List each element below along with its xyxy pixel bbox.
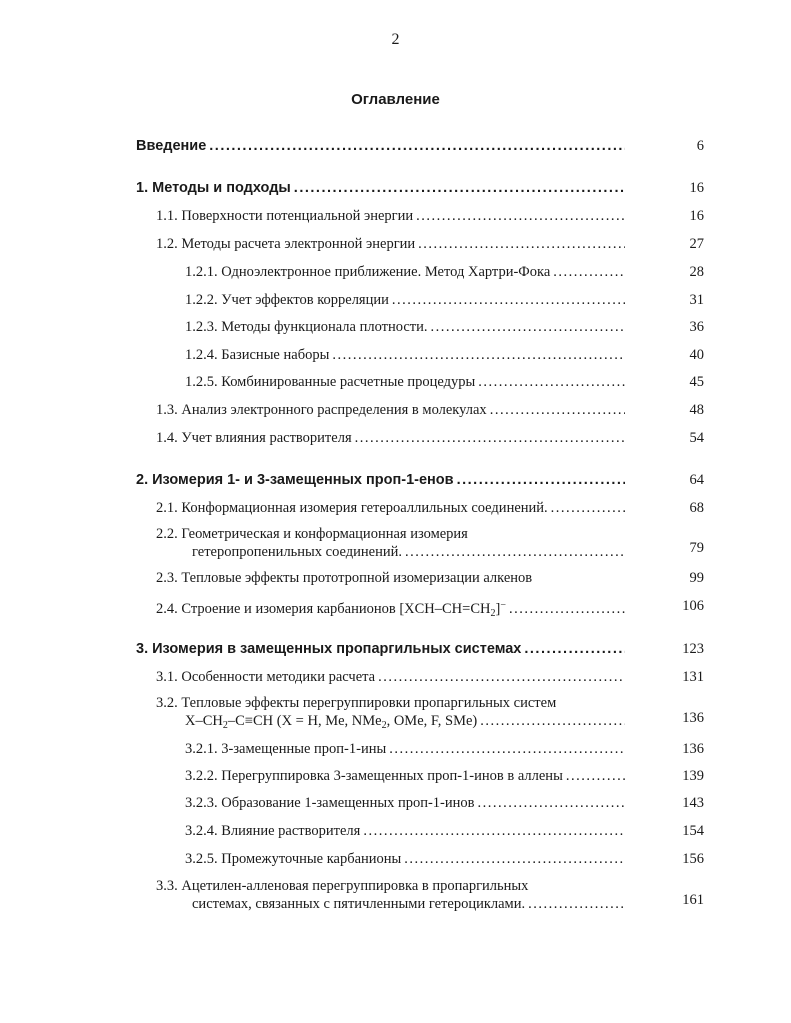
toc-leader xyxy=(524,640,625,658)
toc-page: 27 xyxy=(689,236,704,252)
toc-label-text: ] xyxy=(495,601,501,617)
toc-label: 3.2. Тепловые эффекты перегруппировки пропаргильных систем xyxy=(156,695,557,711)
toc-page: 154 xyxy=(682,823,704,839)
toc-page: 136 xyxy=(682,710,704,726)
toc-page: 161 xyxy=(682,892,704,908)
toc-leader xyxy=(528,895,625,913)
toc-leader xyxy=(392,291,625,309)
toc-page: 48 xyxy=(689,402,704,418)
toc-label: 3.2.2. Перегруппировка 3-замещенных проп-1-инов в аллены xyxy=(185,768,563,784)
toc-leader xyxy=(431,318,625,336)
toc-entry-intro xyxy=(136,137,628,155)
toc-leader xyxy=(378,668,625,686)
toc-label-continued: системах, связанных с пятичленными гетероциклами. xyxy=(192,896,526,912)
toc-label: Введение xyxy=(136,138,207,154)
toc-entry-chapter-2 xyxy=(136,471,628,489)
toc-entry xyxy=(185,291,628,309)
toc-label: 1.2.3. Методы функционала плотности. xyxy=(185,319,428,335)
toc-leader xyxy=(553,263,625,281)
subscript: 2 xyxy=(222,720,228,731)
toc-label: 3.2.3. Образование 1-замещенных проп-1-инов xyxy=(185,795,475,811)
toc-page: 139 xyxy=(682,768,704,784)
toc-leader xyxy=(566,767,625,785)
toc-page: 54 xyxy=(689,430,704,446)
toc-entry-chapter-1 xyxy=(136,179,628,197)
page-number: 2 xyxy=(391,31,400,48)
toc-label: 2.2. Геометрическая и конформационная изомерия xyxy=(156,526,468,542)
toc-label: 3.3. Ацетилен-алленовая перегруппировка в пропаргильных xyxy=(156,878,529,894)
toc-page: 45 xyxy=(689,374,704,390)
toc-leader xyxy=(294,179,625,197)
toc-page: 16 xyxy=(689,208,704,224)
toc-page: 6 xyxy=(696,138,704,154)
toc-leader xyxy=(363,822,625,840)
toc-page: 16 xyxy=(689,180,704,196)
toc-page: 28 xyxy=(689,264,704,280)
formula-text: , OMe, F, SMe) xyxy=(386,713,478,729)
toc-label: 1.2.1. Одноэлектронное приближение. Метод Хартри-Фока xyxy=(185,264,551,280)
toc-label: 1.1. Поверхности потенциальной энергии xyxy=(156,208,414,224)
toc-label: 1.2. Методы расчета электронной энергии xyxy=(156,236,416,252)
toc-page: 64 xyxy=(689,472,704,488)
superscript: − xyxy=(500,600,506,611)
toc-leader xyxy=(405,543,625,561)
toc-page: 40 xyxy=(689,347,704,363)
toc-label: 1. Методы и подходы xyxy=(136,180,291,196)
toc-label-continued xyxy=(185,712,477,735)
toc-entry xyxy=(156,207,628,225)
toc-entry xyxy=(185,712,628,735)
toc-label: 2.3. Тепловые эффекты прототропной изомеризации алкенов xyxy=(156,570,533,586)
toc-label: 2.1. Конформационная изомерия гетероаллильных соединений. xyxy=(156,500,548,516)
toc-entry xyxy=(185,767,628,785)
toc-label: 1.2.5. Комбинированные расчетные процедуры xyxy=(185,374,476,390)
toc-entry xyxy=(185,318,628,336)
toc-page: 131 xyxy=(682,669,704,685)
toc-page: 79 xyxy=(689,540,704,556)
toc-leader xyxy=(355,429,625,447)
toc-label xyxy=(156,597,506,623)
toc-entry xyxy=(185,822,628,840)
toc-leader xyxy=(490,401,625,419)
toc-leader xyxy=(509,600,625,618)
toc-leader xyxy=(477,794,625,812)
toc-label: 3. Изомерия в замещенных пропаргильных системах xyxy=(136,641,522,657)
toc-leader xyxy=(418,235,625,253)
toc-page: 156 xyxy=(682,851,704,867)
toc-leader xyxy=(416,207,625,225)
toc-entry xyxy=(185,740,628,758)
toc-leader xyxy=(332,346,625,364)
toc-page: 68 xyxy=(689,500,704,516)
toc-label: 1.3. Анализ электронного распределения в молекулах xyxy=(156,402,487,418)
formula-text: –C≡CH (X = H, Me, NMe xyxy=(227,713,382,729)
toc-leader xyxy=(551,499,625,517)
toc-label: 1.4. Учет влияния растворителя xyxy=(156,430,352,446)
toc-label: 2. Изомерия 1- и 3-замещенных проп-1-енов xyxy=(136,472,454,488)
toc-page: 31 xyxy=(689,292,704,308)
toc-leader xyxy=(457,471,625,489)
toc-label: 3.2.1. 3-замещенные проп-1-ины xyxy=(185,741,387,757)
toc-entry xyxy=(192,895,628,913)
toc-label-text: 2.4. Строение и изомерия карбанионов [XCH–CH=CH xyxy=(156,601,491,617)
toc-entry xyxy=(185,373,628,391)
toc-label: 3.1. Особенности методики расчета xyxy=(156,669,376,685)
toc-entry xyxy=(185,263,628,281)
toc-label: 3.2.4. Влияние растворителя xyxy=(185,823,361,839)
toc-label-continued: гетеропропенильных соединений. xyxy=(192,544,403,560)
subscript: 2 xyxy=(381,720,387,731)
toc-page: 143 xyxy=(682,795,704,811)
toc-page: 136 xyxy=(682,741,704,757)
toc-leader xyxy=(478,373,625,391)
formula-text: X–CH xyxy=(185,713,223,729)
subscript: 2 xyxy=(490,608,496,619)
toc-entry xyxy=(156,429,628,447)
toc-page: 99 xyxy=(689,570,704,586)
toc-page: 36 xyxy=(689,319,704,335)
toc-leader xyxy=(480,712,625,730)
toc-entry xyxy=(156,597,628,623)
toc-entry xyxy=(185,794,628,812)
toc-label: 1.2.4. Базисные наборы xyxy=(185,347,330,363)
toc-label: 1.2.2. Учет эффектов корреляции xyxy=(185,292,389,308)
toc-entry xyxy=(156,401,628,419)
toc-title: Оглавление xyxy=(351,91,440,108)
toc-leader xyxy=(389,740,625,758)
toc-leader xyxy=(209,137,625,155)
toc-entry-chapter-3 xyxy=(136,640,628,658)
toc-page: 106 xyxy=(682,598,704,614)
toc-entry xyxy=(185,850,628,868)
toc-label: 3.2.5. Промежуточные карбанионы xyxy=(185,851,402,867)
toc-entry xyxy=(185,346,628,364)
toc-entry xyxy=(156,499,628,517)
toc-entry xyxy=(156,569,628,587)
toc-leader xyxy=(404,850,625,868)
toc-page: 123 xyxy=(682,641,704,657)
toc-entry xyxy=(156,668,628,686)
toc-entry xyxy=(192,543,628,561)
toc-entry xyxy=(156,235,628,253)
